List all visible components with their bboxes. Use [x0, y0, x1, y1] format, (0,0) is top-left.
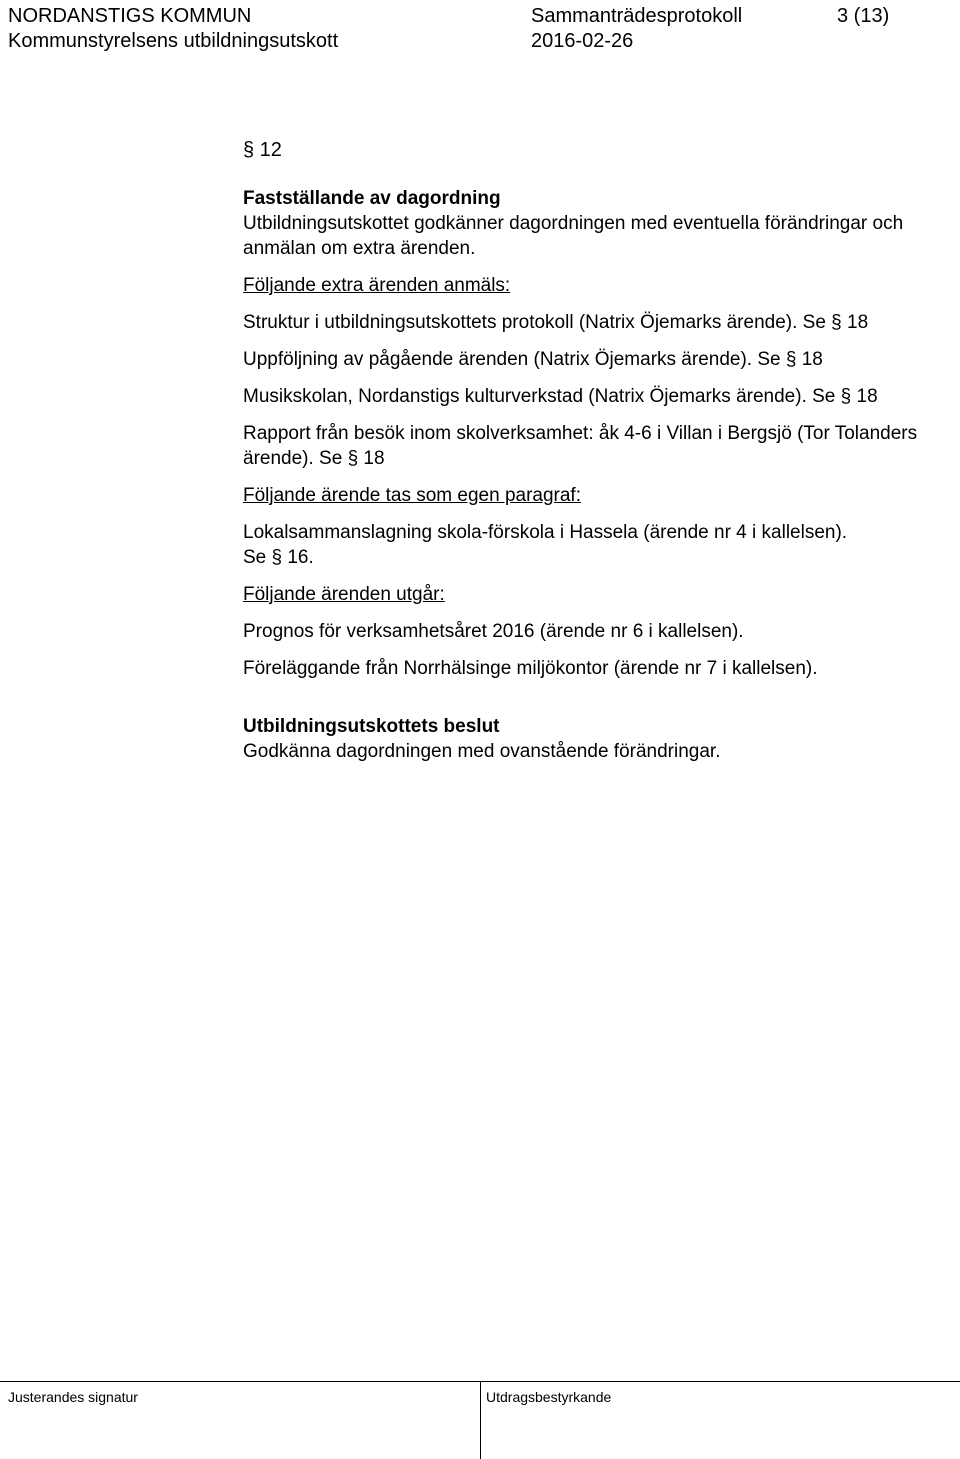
paragraph-title: Fastställande av dagordning: [243, 188, 501, 209]
own-item: Lokalsammanslagning skola-förskola i Hassela (ärende nr 4 i kallelsen).: [243, 522, 848, 543]
paragraph-number: § 12: [243, 139, 282, 161]
extra-item: Musikskolan, Nordanstigs kulturverkstad (Natrix Öjemarks ärende). Se § 18: [243, 386, 878, 407]
extra-items-heading: Följande extra ärenden anmäls:: [243, 275, 511, 296]
meeting-date: 2016-02-26: [531, 30, 634, 52]
certification-label: Utdragsbestyrkande: [486, 1389, 612, 1405]
intro-text: Utbildningsutskottet godkänner dagordningen med eventuella förändringar och anmälan om extra ärenden.: [243, 213, 904, 259]
signature-label: Justerandes signatur: [8, 1389, 138, 1405]
committee-name: Kommunstyrelsens utbildningsutskott: [8, 30, 339, 52]
decision-text: Godkänna dagordningen med ovanstående förändringar.: [243, 741, 721, 762]
extra-item: Uppföljning av pågående ärenden (Natrix Öjemarks ärende). Se § 18: [243, 349, 823, 370]
extra-item: Rapport från besök inom skolverksamhet: åk 4-6 i Villan i Bergsjö (Tor Tolanders ärende). Se § 18: [243, 423, 918, 469]
own-item-reference: Se § 16.: [243, 547, 314, 568]
removed-item: Föreläggande från Norrhälsinge miljökontor (ärende nr 7 i kallelsen).: [243, 658, 818, 679]
decision-heading: Utbildningsutskottets beslut: [243, 716, 500, 737]
extra-item: Struktur i utbildningsutskottets protokoll (Natrix Öjemarks ärende). Se § 18: [243, 312, 869, 333]
footer-column-divider: [480, 1381, 481, 1459]
page-number: 3 (13): [837, 5, 890, 27]
document-type: Sammanträdesprotokoll: [531, 5, 743, 27]
org-name: NORDANSTIGS KOMMUN: [8, 5, 252, 27]
removed-items-heading: Följande ärenden utgår:: [243, 584, 445, 605]
own-item-heading: Följande ärende tas som egen paragraf:: [243, 485, 581, 506]
protocol-section: [243, 138, 943, 764]
removed-item: Prognos för verksamhetsåret 2016 (ärende nr 6 i kallelsen).: [243, 621, 744, 642]
